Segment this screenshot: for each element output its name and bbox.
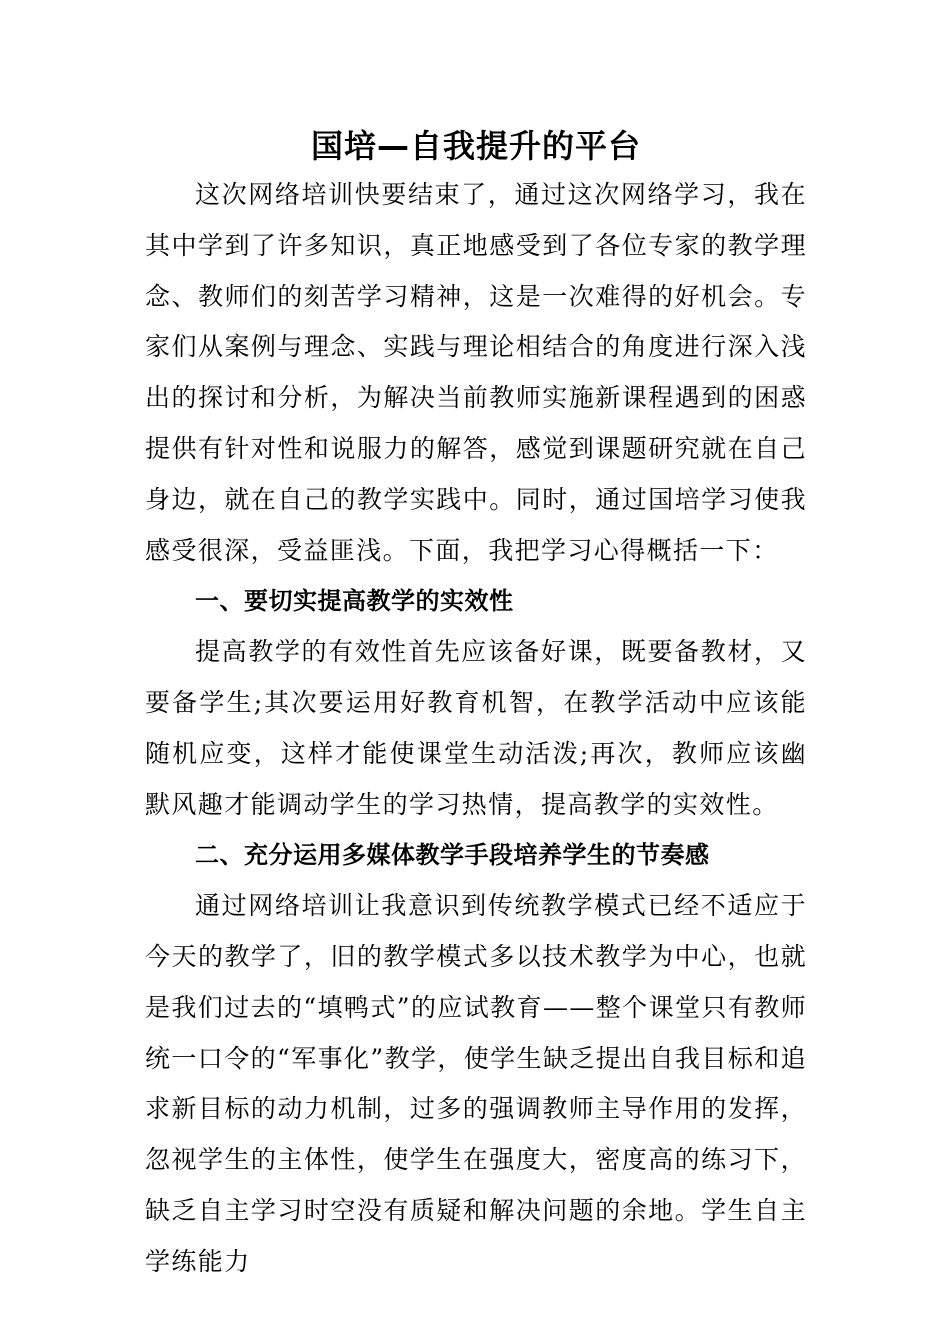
paragraph-intro: 这次网络培训快要结束了，通过这次网络学习，我在其中学到了许多知识，真正地感受到了各位专家的教学理念、教师们的刻苦学习精神，这是一次难得的好机会。专家们从案例与理念、实践与理论相结合的角度进行深入浅出的探讨和分析，为解决当前教师实施新课程遇到的困惑提供有针对性和说服力的解答，感觉到课题研究就在自己身边，就在自己的教学实践中。同时，通过国培学习使我感受很深，受益匪浅。下面，我把学习心得概括一下：	[145, 180, 807, 565]
paragraph-section-1: 提高教学的有效性首先应该备好课，既要备教材，又要备学生;其次要运用好教育机智，在教学活动中应该能随机应变，这样才能使课堂生动活泼;再次，教师应该幽默风趣才能调动学生的学习热情，提高教学的实效性。	[145, 637, 807, 819]
section-heading-1: 一、要切实提高教学的实效性	[195, 587, 514, 616]
paragraph-section-2: 通过网络培训让我意识到传统教学模式已经不适应于今天的教学了，旧的教学模式多以技术教学为中心，也就是我们过去的“填鸭式”的应试教育——整个课堂只有教师统一口令的“军事化”教学，使学生缺乏提出自我目标和追求新目标的动力机制，过多的强调教师主导作用的发挥，忽视学生的主体性，使学生在强度大，密度高的练习下，缺乏自主学习时空没有质疑和解决问题的余地。学生自主学练能力	[145, 891, 807, 1276]
document-title: 国培—自我提升的平台	[310, 127, 641, 165]
section-heading-2: 二、充分运用多媒体教学手段培养学生的节奏感	[195, 841, 710, 870]
document-page	[145, 122, 807, 1288]
